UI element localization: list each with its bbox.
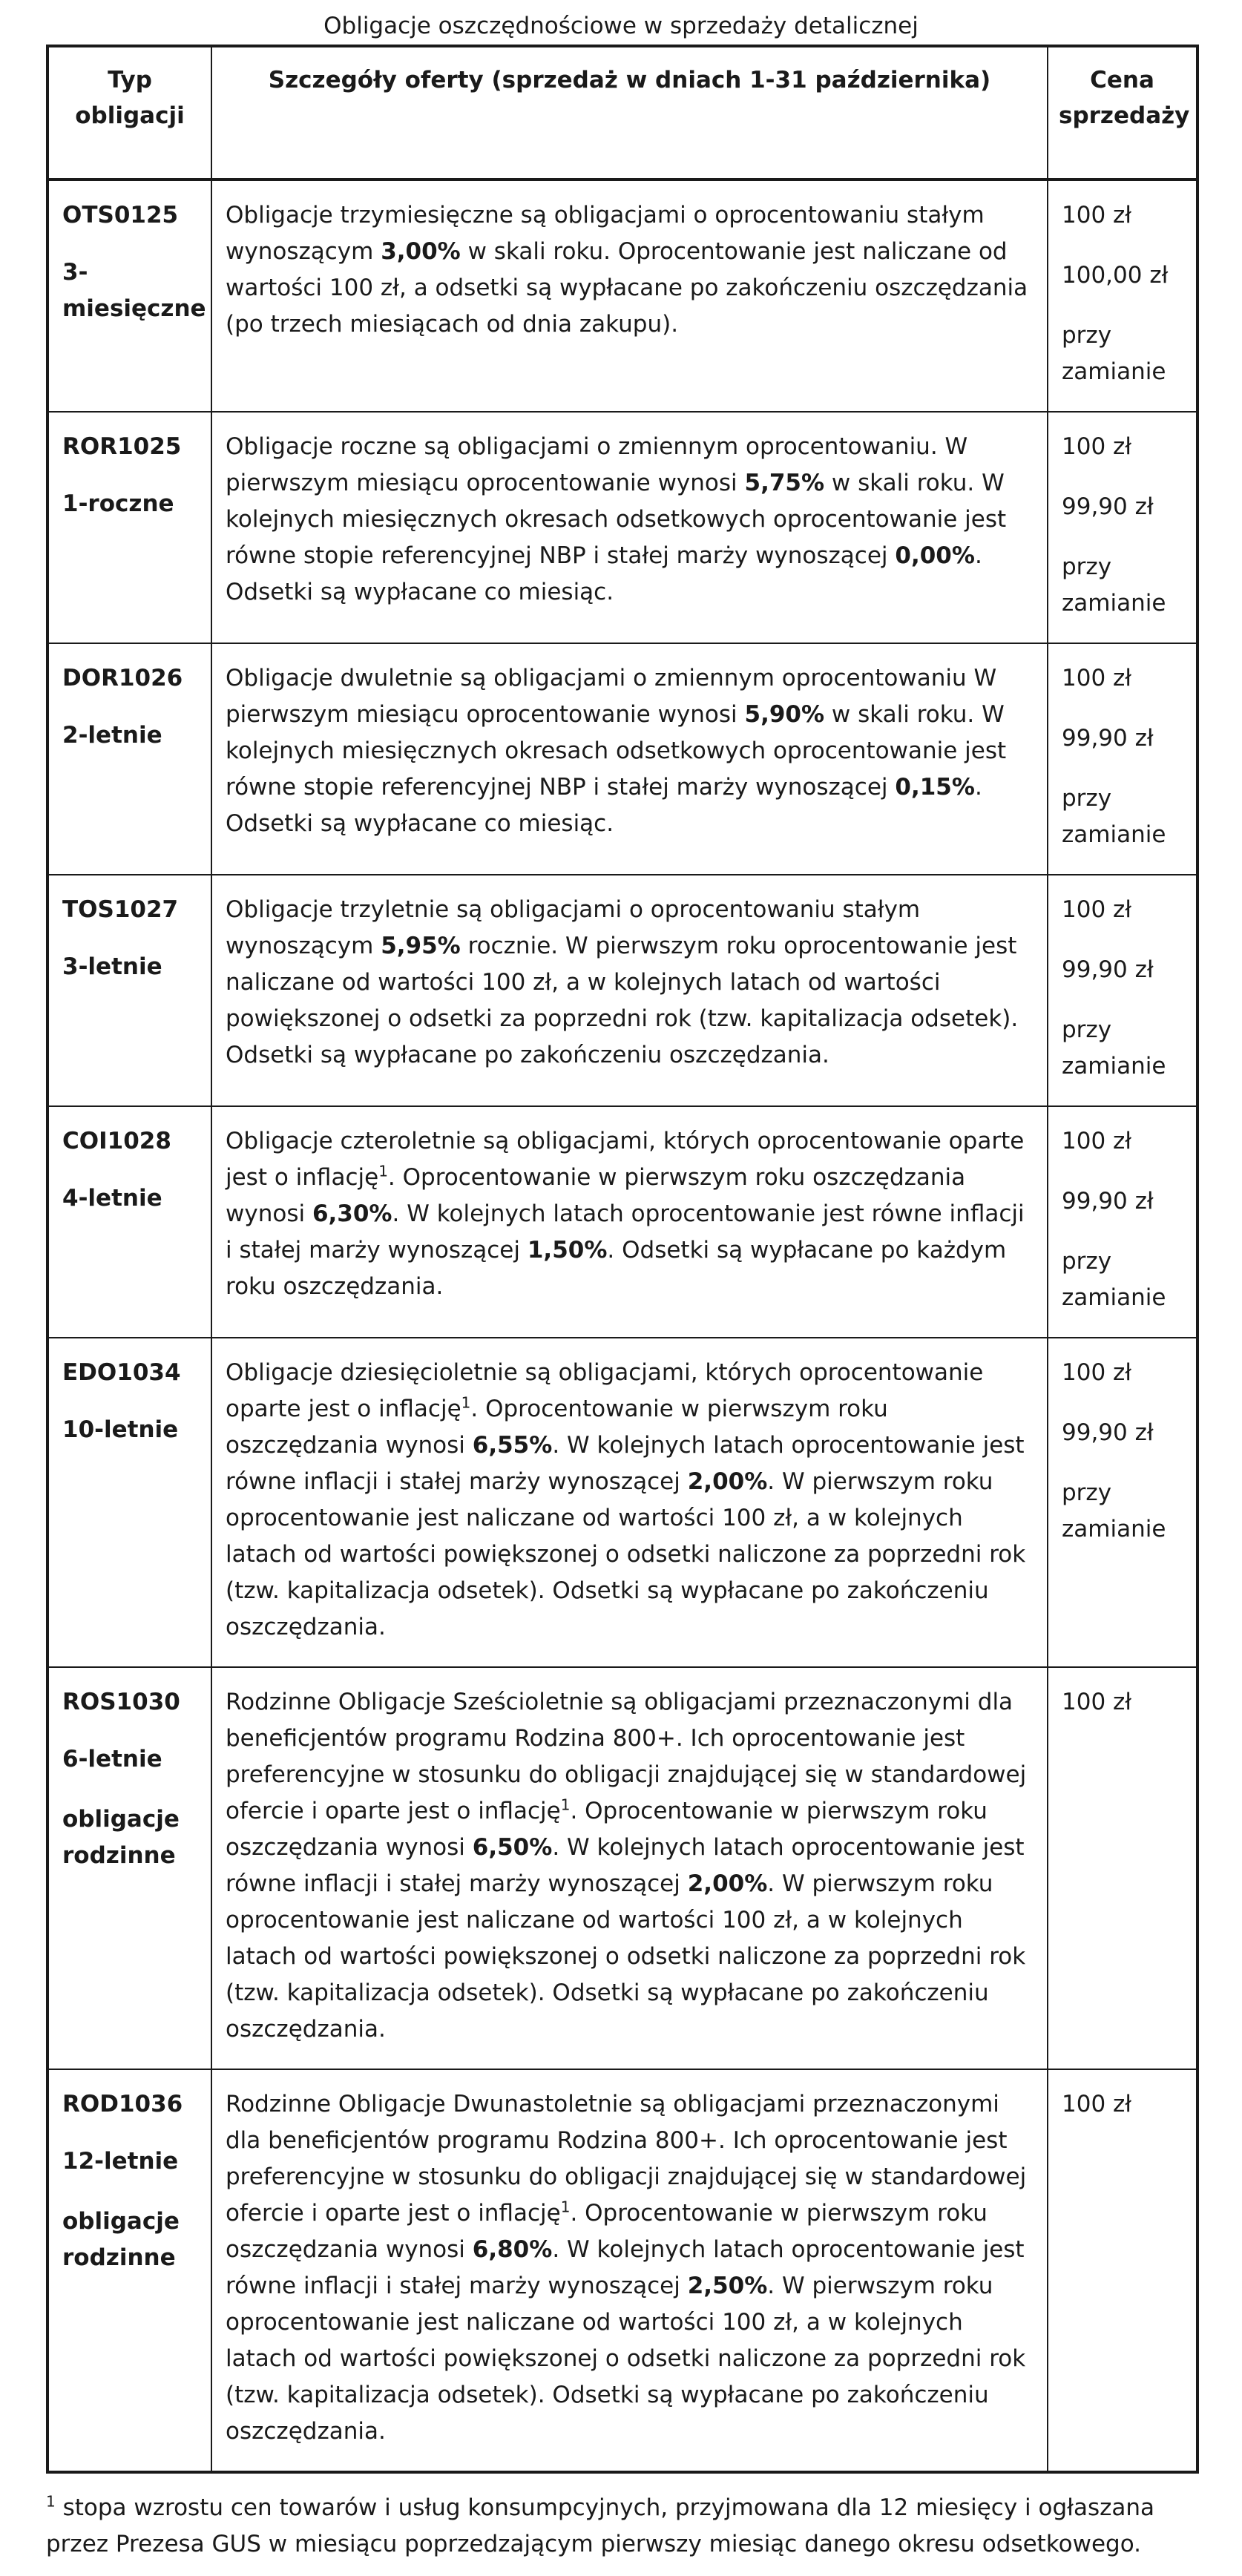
bond-code: ROS1030 [62,1689,180,1715]
price-line: 99,90 zł [1062,1188,1154,1215]
bond-code: ROD1036 [62,2091,183,2117]
bond-details-cell [211,412,1048,643]
bond-type-cell [47,180,211,412]
price-line: 100 zł [1062,433,1132,460]
rate-value: 5,90% [744,701,825,728]
bond-term: 4-letnie [62,1185,162,1212]
bond-type-cell [47,875,211,1106]
text-segment: Obligacje roczne są obligacjami o zmiennym oprocentowaniu. W pierwszym miesiącu oprocentowanie wynosi [226,433,968,496]
price-line: 100 zł [1062,896,1132,923]
table-row [47,875,1197,1106]
rate-value: 5,95% [381,933,461,959]
rate-value: 6,30% [312,1200,392,1227]
bond-details-cell [211,1667,1048,2069]
bond-term: 3-miesięczne [62,259,206,322]
text-segment: w skali roku. W kolejnych miesięcznych okresach odsetkowych oprocentowanie jest równe stopie referencyjnej NBP i stałej marży wynoszącej [226,701,1007,801]
bond-description [226,429,1034,611]
text-segment: . W kolejnych latach oprocentowanie jest równe inflacji i stałej marży wynoszącej [226,2236,1025,2299]
bond-code: EDO1034 [62,1359,181,1386]
bond-type-cell [47,1667,211,2069]
bond-price-cell [1048,1667,1197,2069]
text-segment: . W kolejnych latach oprocentowanie jest równe inflacji i stałej marży wynoszącej [226,1834,1025,1897]
bond-description [226,660,1034,842]
footnote-marker: 1 [46,2492,56,2511]
text-segment: Rodzinne Obligacje Dwunastoletnie są obligacjami przeznaczonymi dla beneficjentów programu Rodzina 800+. Ich oprocentowanie jest preferencyjne w stosunku do obligacji znajdującej się w standardowej ofercie i oparte jest o inflację [226,2091,1027,2227]
bond-term: 6-letnie [62,1746,162,1772]
bond-term: 3-letnie [62,953,162,980]
bond-term: 12-letnie [62,2148,179,2175]
price-line: 100 zł [1062,2091,1132,2117]
bond-details-cell [211,643,1048,875]
bond-description [226,1123,1034,1305]
rate-value: 2,00% [687,1870,768,1897]
price-line: 99,90 zł [1062,725,1154,752]
price-line: 100 zł [1062,1359,1132,1386]
text-segment: . W pierwszym roku oprocentowanie jest naliczane od wartości 100 zł, a w kolejnych latach od wartości powiększonej o odsetki naliczone za poprzedni rok (tzw. kapitalizacja odsetek). Odsetki są wypłacane po zakończeniu oszczędzania. [226,1870,1026,2043]
bond-code: COI1028 [62,1128,171,1154]
bond-type-cell [47,412,211,643]
bond-code: OTS0125 [62,202,179,229]
text-segment: Obligacje dziesięcioletnie są obligacjami, których oprocentowanie oparte jest o inflację [226,1359,984,1422]
bond-type-cell [47,1338,211,1667]
text-segment: Obligacje dwuletnie są obligacjami o zmiennym oprocentowaniu W pierwszym miesiącu oprocentowanie wynosi [226,665,997,728]
bond-price-cell [1048,412,1197,643]
text-segment: Obligacje czteroletnie są obligacjami, których oprocentowanie oparte jest o inflację [226,1128,1025,1191]
table-caption: Obligacje oszczędnościowe w sprzedaży detalicznej [323,13,919,39]
footnote-ref: 1 [560,1795,571,1814]
price-line: przy zamianie [1062,785,1166,848]
bond-code: TOS1027 [62,896,179,923]
bond-term: obligacje rodzinne [62,2208,180,2271]
text-segment: rocznie. W pierwszym roku oprocentowanie jest naliczane od wartości 100 zł, a w kolejnych latach od wartości powiększonej o odsetki za poprzedni rok (tzw. kapitalizacja odsetek). Odsetki są wypłacane po zakończeniu oszczędzania. [226,933,1019,1068]
price-line: przy zamianie [1062,1248,1166,1311]
bond-type-cell [47,1106,211,1338]
table-row [47,2069,1197,2472]
bond-description [226,892,1034,1074]
bond-details-cell [211,1338,1048,1667]
rate-value: 2,00% [687,1468,768,1495]
rate-value: 2,50% [687,2273,768,2299]
price-line: przy zamianie [1062,1016,1166,1080]
table-body [47,180,1197,2472]
price-line: 99,90 zł [1062,1419,1154,1446]
header-price: Cena sprzedaży [1048,46,1197,180]
price-line: przy zamianie [1062,553,1166,617]
bond-term: 2-letnie [62,722,162,749]
bond-description [226,1355,1034,1646]
table-row [47,1338,1197,1667]
bond-details-cell [211,180,1048,412]
bond-price-cell [1048,1338,1197,1667]
bond-price-cell [1048,643,1197,875]
table-row [47,412,1197,643]
bonds-table [46,45,1199,2474]
bond-details-cell [211,2069,1048,2472]
price-line: 99,90 zł [1062,493,1154,520]
table-row [47,1667,1197,2069]
price-line: 100 zł [1062,1128,1132,1154]
text-segment: Obligacje trzymiesięczne są obligacjami o oprocentowaniu stałym wynoszącym [226,202,985,265]
header-details: Szczegóły oferty (sprzedaż w dniach 1-31 października) [211,46,1048,180]
footnote-ref: 1 [378,1162,388,1180]
bond-price-cell [1048,1106,1197,1338]
bond-description [226,2086,1034,2450]
text-segment: Rodzinne Obligacje Sześcioletnie są obligacjami przeznaczonymi dla beneficjentów programu Rodzina 800+. Ich oprocentowanie jest preferencyjne w stosunku do obligacji znajdującej się w standardowej ofercie i oparte jest o inflację [226,1689,1027,1824]
bond-price-cell [1048,2069,1197,2472]
text-segment: Obligacje trzyletnie są obligacjami o oprocentowaniu stałym wynoszącym [226,896,921,959]
bond-term: obligacje rodzinne [62,1806,180,1869]
text-segment: w skali roku. W kolejnych miesięcznych okresach odsetkowych oprocentowanie jest równe stopie referencyjnej NBP i stałej marży wynoszącej [226,470,1007,569]
bond-details-cell [211,875,1048,1106]
bond-description [226,197,1034,343]
text-segment: . W kolejnych latach oprocentowanie jest równe inflacji i stałej marży wynoszącej [226,1200,1025,1264]
rate-value: 6,55% [472,1432,553,1459]
bond-term: 10-letnie [62,1416,179,1443]
price-line: 99,90 zł [1062,956,1154,983]
text-segment: . Oprocentowanie w pierwszym roku oszczędzania wynosi [226,2200,988,2263]
table-row [47,180,1197,412]
bond-type-cell [47,643,211,875]
bond-type-cell [47,2069,211,2472]
text-segment: . Oprocentowanie w pierwszym roku oszczędzania wynosi [226,1164,966,1227]
rate-value: 1,50% [527,1237,608,1264]
price-line: przy zamianie [1062,1479,1166,1542]
footnote-ref: 1 [560,2198,571,2216]
bond-code: DOR1026 [62,665,183,691]
text-segment: . Oprocentowanie w pierwszym roku oszczędzania wynosi [226,1798,988,1861]
rate-value: 6,50% [472,1834,553,1861]
header-type: Typ obligacji [47,46,211,180]
table-row [47,643,1197,875]
text-segment: . W pierwszym roku oprocentowanie jest naliczane od wartości 100 zł, a w kolejnych latach od wartości powiększonej o odsetki naliczone za poprzedni rok (tzw. kapitalizacja odsetek). Odsetki są wypłacane po zakończeniu oszczędzania. [226,1468,1026,1640]
text-segment: . W pierwszym roku oprocentowanie jest naliczane od wartości 100 zł, a w kolejnych latach od wartości powiększonej o odsetki naliczone za poprzedni rok (tzw. kapitalizacja odsetek). Odsetki są wypłacane po zakończeniu oszczędzania. [226,2273,1026,2445]
price-line: 100 zł [1062,665,1132,691]
rate-value: 0,00% [895,542,975,569]
price-line: 100 zł [1062,202,1132,229]
text-segment: . Odsetki są wypłacane co miesiąc. [226,542,982,605]
footnote-text: stopa wzrostu cen towarów i usług konsumpcyjnych, przyjmowana dla 12 miesięcy i ogłaszana przez Prezesa GUS w miesiącu poprzedzającym pierwszy miesiąc danego okresu odsetkowego. [46,2494,1155,2557]
price-line: 100,00 zł [1062,262,1169,289]
text-segment: . Odsetki są wypłacane co miesiąc. [226,774,982,837]
text-segment: . Odsetki są wypłacane po każdym roku oszczędzania. [226,1237,1007,1300]
table-header-row [47,46,1197,180]
price-line: 100 zł [1062,1689,1132,1715]
rate-value: 5,75% [744,470,825,496]
bond-price-cell [1048,180,1197,412]
rate-value: 6,80% [472,2236,553,2263]
bond-code: ROR1025 [62,433,182,460]
table-row [47,1106,1197,1338]
rate-value: 0,15% [895,774,975,801]
rate-value: 3,00% [381,238,461,265]
footnote-ref: 1 [461,1393,471,1412]
text-segment: . Oprocentowanie w pierwszym roku oszczędzania wynosi [226,1396,888,1459]
price-line: przy zamianie [1062,322,1166,385]
bond-term: 1-roczne [62,490,174,517]
bond-description [226,1684,1034,2048]
footnote [46,2490,1203,2563]
bond-details-cell [211,1106,1048,1338]
text-segment: . W kolejnych latach oprocentowanie jest równe inflacji i stałej marży wynoszącej [226,1432,1025,1495]
text-segment: w skali roku. Oprocentowanie jest naliczane od wartości 100 zł, a odsetki są wypłacane po zakończeniu oszczędzania (po trzech miesiącach od dnia zakupu). [226,238,1028,338]
bond-price-cell [1048,875,1197,1106]
